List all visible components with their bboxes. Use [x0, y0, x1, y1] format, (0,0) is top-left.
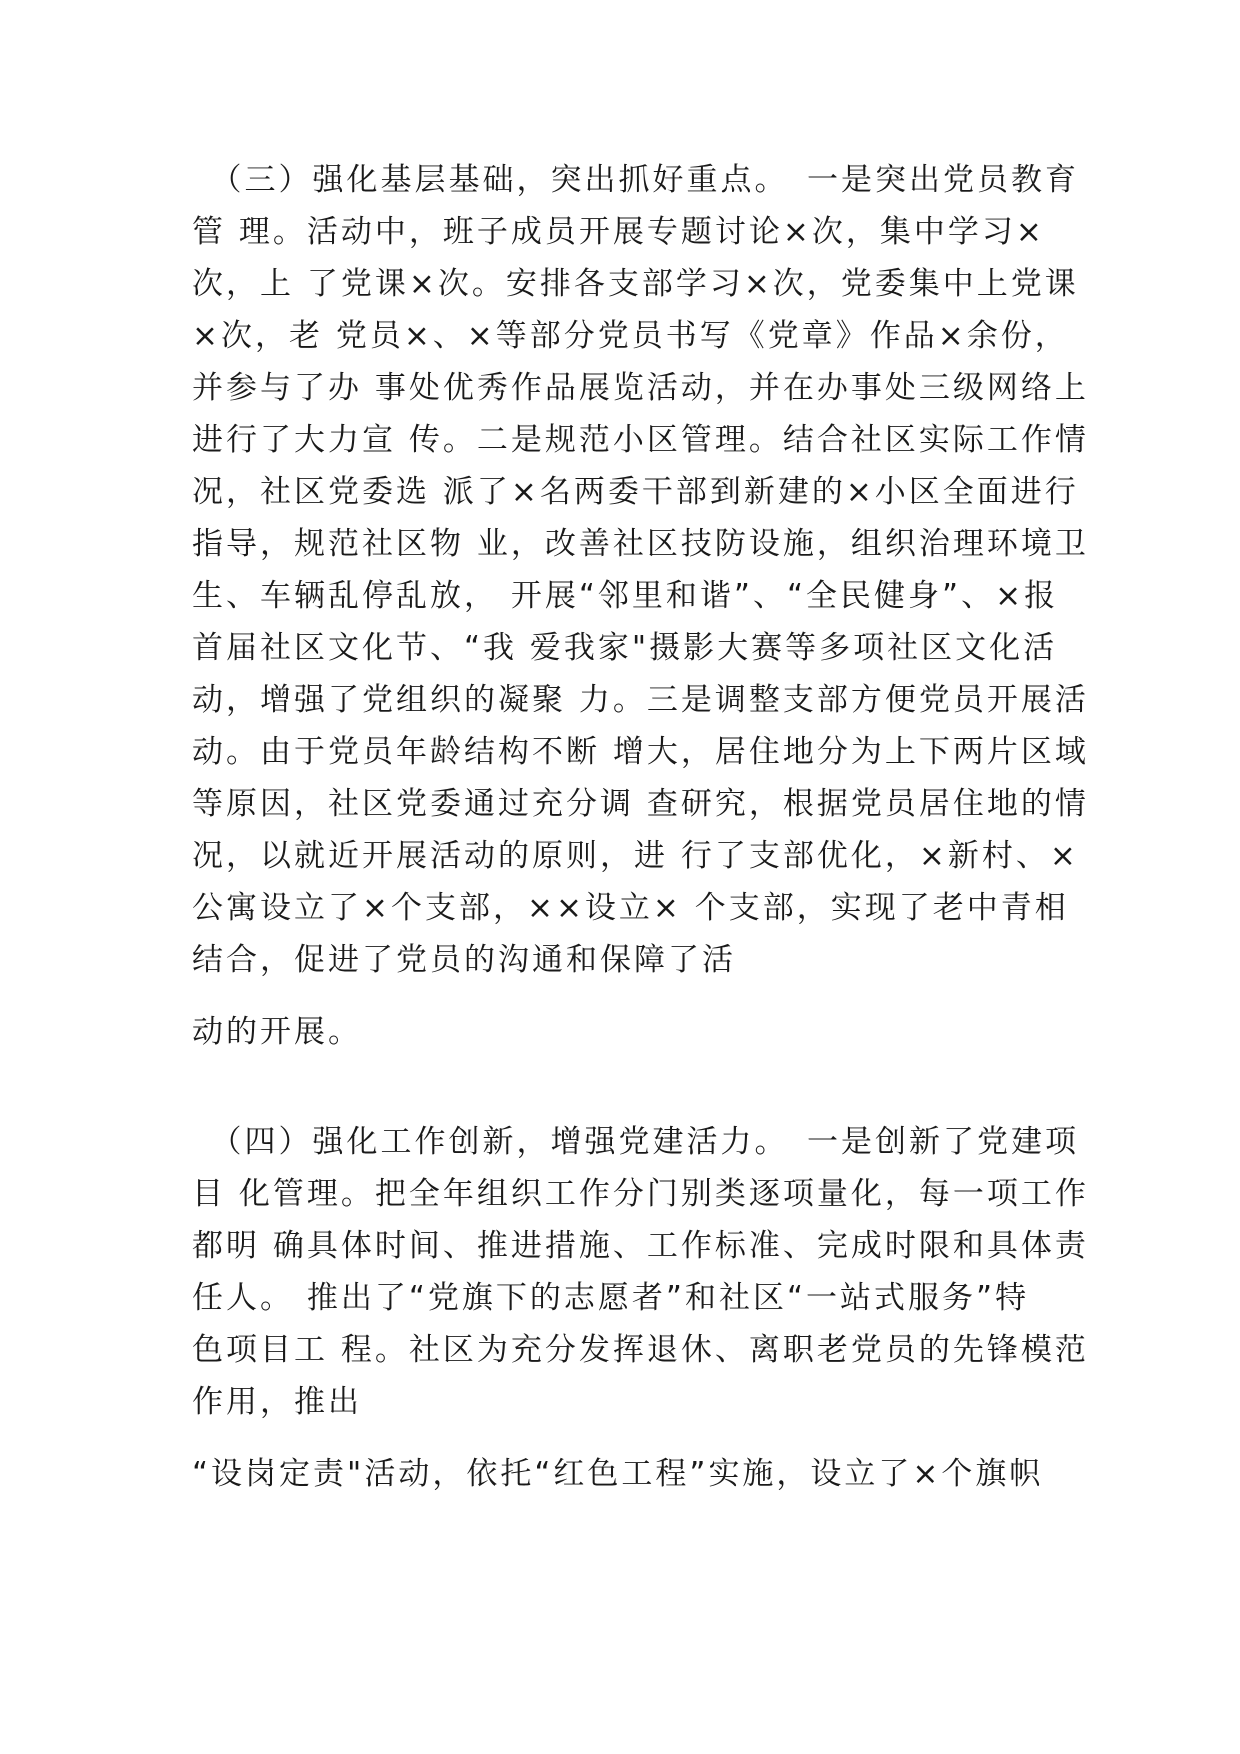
body-text-line: 况，以就近开展活动的原则，进 行了支部优化，×新村、× — [192, 838, 1079, 874]
body-text-line: 作用，推出 — [192, 1384, 362, 1420]
body-text-line: 动的开展。 — [192, 1014, 362, 1050]
body-text-line: 指导，规范社区物 业，改善社区技防设施，组织治理环境卫 — [192, 526, 1089, 562]
body-text-line: 公寓设立了×个支部，××设立× 个支部，实现了老中青相 — [192, 890, 1069, 926]
body-text-line: ×次，老 党员×、×等部分党员书写《党章》作品×余份， — [192, 318, 1069, 354]
body-text-line: 都明 确具体时间、推进措施、工作标准、完成时限和具体责 — [192, 1228, 1089, 1264]
body-text-line: 动。由于党员年龄结构不断 增大，居住地分为上下两片区域 — [192, 734, 1089, 770]
body-text-line: 管 理。活动中，班子成员开展专题讨论×次，集中学习× — [192, 214, 1045, 250]
body-text-line: （三）强化基层基础，突出抓好重点。 一是突出党员教育 — [192, 162, 1079, 198]
body-text-line: 等原因，社区党委通过充分调 查研究，根据党员居住地的情 — [192, 786, 1089, 822]
body-text-line: 生、车辆乱停乱放， 开展“邻里和谐”、“全民健身”、×报 — [192, 578, 1059, 614]
body-text-line: 目 化管理。把全年组织工作分门别类逐项量化，每一项工作 — [192, 1176, 1089, 1212]
body-text-line: 并参与了办 事处优秀作品展览活动，并在办事处三级网络上 — [192, 370, 1089, 406]
body-text-line: 色项目工 程。社区为充分发挥退休、离职老党员的先锋模范 — [192, 1332, 1089, 1368]
body-text-line: 首届社区文化节、“我 爱我家"摄影大赛等多项社区文化活 — [192, 630, 1058, 666]
body-text-line: 动，增强了党组织的凝聚 力。三是调整支部方便党员开展活 — [192, 682, 1089, 718]
body-text-line: （四）强化工作创新，增强党建活力。 一是创新了党建项 — [192, 1124, 1079, 1160]
body-text-line: 任人。 推出了“党旗下的志愿者”和社区“一站式服务”特 — [192, 1280, 1030, 1316]
body-text-line: 次，上 了党课×次。安排各支部学习×次，党委集中上党课 — [192, 266, 1079, 302]
body-text-line: 况，社区党委选 派了×名两委干部到新建的×小区全面进行 — [192, 474, 1079, 510]
body-text-line: 结合，促进了党员的沟通和保障了活 — [192, 942, 736, 978]
body-text-line: “设岗定责"活动，依托“红色工程”实施，设立了×个旗帜 — [192, 1456, 1044, 1492]
body-text-line: 进行了大力宣 传。二是规范小区管理。结合社区实际工作情 — [192, 422, 1089, 458]
